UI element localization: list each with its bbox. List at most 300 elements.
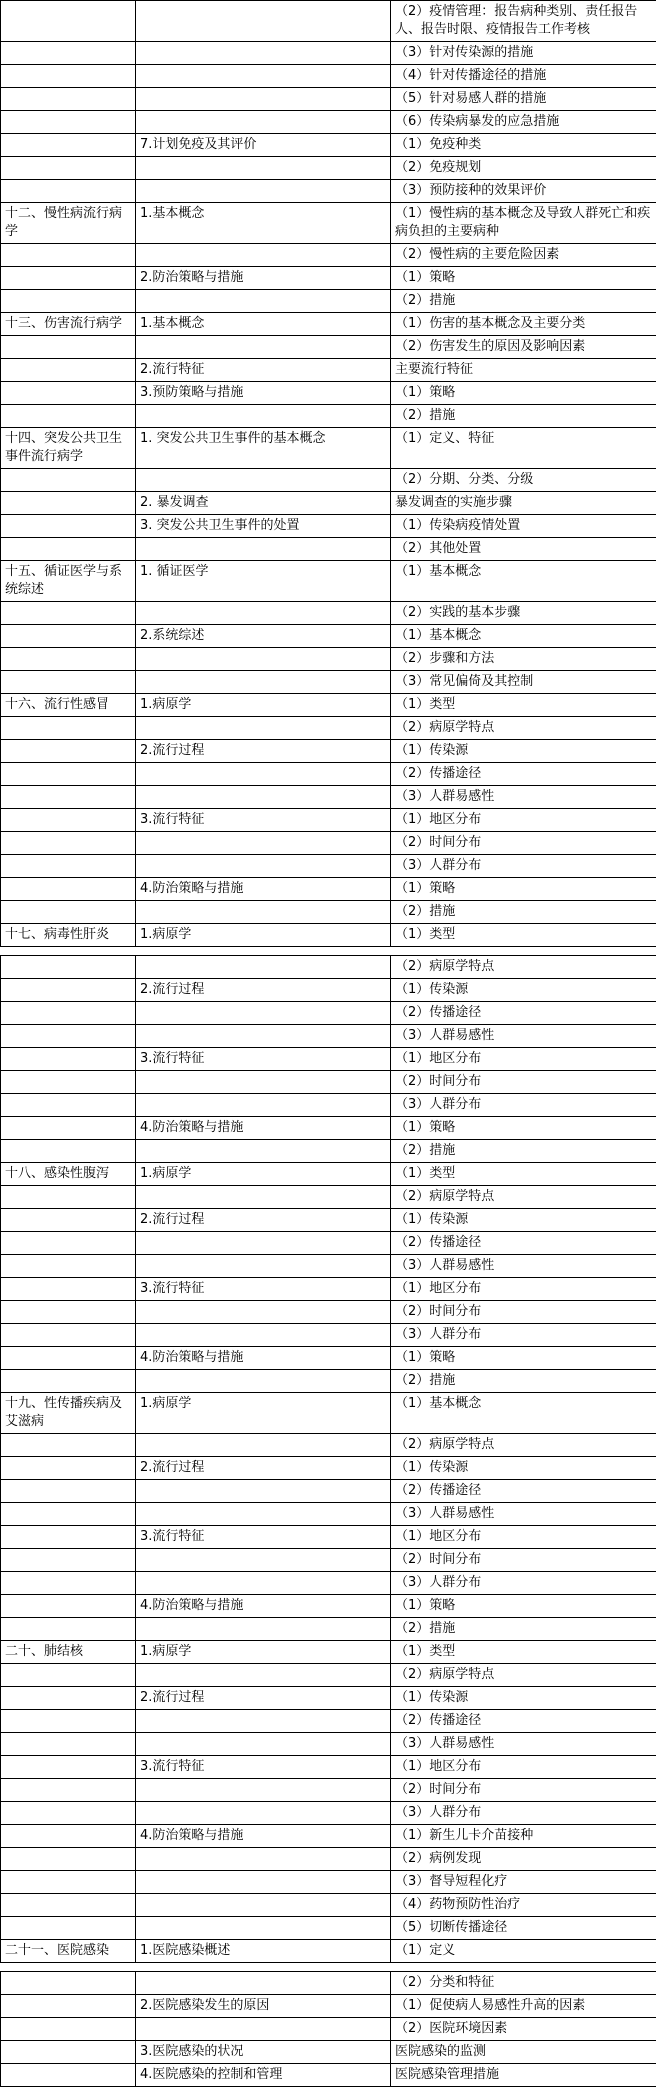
section-cell: [1, 1710, 136, 1733]
section-cell: [1, 1232, 136, 1255]
table-row: [1, 1094, 656, 1117]
section-cell: [1, 65, 136, 88]
item-cell: （1）地区分布: [391, 1756, 656, 1779]
section-cell: [1, 602, 136, 625]
item-cell: （2）措施: [391, 1370, 656, 1393]
item-cell: （2）病原学特点: [391, 1664, 656, 1687]
page-break-gap: [0, 1963, 656, 1971]
item-cell: （2）医院环境因素: [391, 2018, 656, 2041]
table-row: [1, 1710, 656, 1733]
topic-cell: [136, 786, 391, 809]
table-row: [1, 1894, 656, 1917]
item-cell: （1）策略: [391, 1347, 656, 1370]
section-cell: [1, 1549, 136, 1572]
table-row: [1, 1779, 656, 1802]
topic-cell: 3.流行特征: [136, 1526, 391, 1549]
item-cell: （1）类型: [391, 1163, 656, 1186]
topic-cell: [136, 1370, 391, 1393]
topic-cell: 2.流行过程: [136, 740, 391, 763]
topic-cell: [136, 1972, 391, 1995]
item-cell: （3）人群易感性: [391, 1733, 656, 1756]
table-row: [1, 1480, 656, 1503]
topic-cell: 1.病原学: [136, 694, 391, 717]
table-row: [1, 336, 656, 359]
topic-cell: [136, 538, 391, 561]
section-cell: [1, 1848, 136, 1871]
item-cell: （1）传染源: [391, 1457, 656, 1480]
item-cell: （2）步骤和方法: [391, 648, 656, 671]
section-cell: [1, 134, 136, 157]
section-cell: [1, 111, 136, 134]
item-cell: （2）措施: [391, 1618, 656, 1641]
item-cell: （1）新生儿卡介苗接种: [391, 1825, 656, 1848]
item-cell: （2）疫情管理：报告病种类别、责任报告人、报告时限、疫情报告工作考核: [391, 1, 656, 42]
section-cell: [1, 405, 136, 428]
section-cell: [1, 515, 136, 538]
item-cell: （1）策略: [391, 1117, 656, 1140]
topic-cell: 2.流行过程: [136, 979, 391, 1002]
item-cell: （2）慢性病的主要危险因素: [391, 244, 656, 267]
syllabus-table-part-1: [0, 0, 656, 947]
topic-cell: [136, 111, 391, 134]
topic-cell: 4.防治策略与措施: [136, 1825, 391, 1848]
topic-cell: [136, 405, 391, 428]
item-cell: （1）促使病人易感性升高的因素: [391, 1995, 656, 2018]
topic-cell: [136, 1025, 391, 1048]
item-cell: （1）策略: [391, 878, 656, 901]
item-cell: （2）病原学特点: [391, 956, 656, 979]
item-cell: （1）地区分布: [391, 809, 656, 832]
section-cell: [1, 878, 136, 901]
table-row: [1, 832, 656, 855]
section-cell: [1, 1140, 136, 1163]
topic-cell: [136, 2018, 391, 2041]
item-cell: （2）免疫规划: [391, 157, 656, 180]
topic-cell: [136, 336, 391, 359]
item-cell: （1）传染源: [391, 740, 656, 763]
table-row: [1, 1324, 656, 1347]
table-row: [1, 740, 656, 763]
table-row: [1, 1, 656, 42]
topic-cell: [136, 1618, 391, 1641]
table-row: [1, 1025, 656, 1048]
item-cell: （5）针对易感人群的措施: [391, 88, 656, 111]
topic-cell: [136, 956, 391, 979]
item-cell: （2）传播途径: [391, 1002, 656, 1025]
topic-cell: [136, 65, 391, 88]
item-cell: （1）地区分布: [391, 1278, 656, 1301]
item-cell: （3）人群分布: [391, 1094, 656, 1117]
item-cell: （3）督导短程化疗: [391, 1871, 656, 1894]
section-cell: [1, 1917, 136, 1940]
table-row: [1, 1940, 656, 1963]
table-row: [1, 1457, 656, 1480]
section-cell: [1, 382, 136, 405]
topic-cell: 4.防治策略与措施: [136, 878, 391, 901]
table-row: [1, 1434, 656, 1457]
table-row: [1, 979, 656, 1002]
section-cell: [1, 1526, 136, 1549]
table-row: [1, 2018, 656, 2041]
item-cell: （2）分类和特征: [391, 1972, 656, 1995]
table-row: [1, 1278, 656, 1301]
table-row: [1, 1917, 656, 1940]
table-row: [1, 1687, 656, 1710]
table-row: [1, 134, 656, 157]
section-cell: [1, 740, 136, 763]
item-cell: （4）药物预防性治疗: [391, 1894, 656, 1917]
section-cell: [1, 492, 136, 515]
section-cell: [1, 1595, 136, 1618]
item-cell: （2）时间分布: [391, 1301, 656, 1324]
topic-cell: [136, 1549, 391, 1572]
table-row: [1, 382, 656, 405]
syllabus-table-part-3: [0, 1971, 656, 2087]
topic-cell: 1.病原学: [136, 1163, 391, 1186]
item-cell: （2）分期、分类、分级: [391, 469, 656, 492]
section-cell: 十三、伤害流行病学: [1, 313, 136, 336]
topic-cell: 1. 循证医学: [136, 561, 391, 602]
topic-cell: [136, 648, 391, 671]
section-cell: [1, 1825, 136, 1848]
table-row: [1, 901, 656, 924]
item-cell: （2）传播途径: [391, 1710, 656, 1733]
section-cell: [1, 625, 136, 648]
section-cell: [1, 1733, 136, 1756]
item-cell: （2）措施: [391, 290, 656, 313]
item-cell: 医院感染的监测: [391, 2041, 656, 2064]
item-cell: （3）人群分布: [391, 1324, 656, 1347]
section-cell: [1, 1301, 136, 1324]
table-row: [1, 855, 656, 878]
topic-cell: [136, 244, 391, 267]
item-cell: （2）传播途径: [391, 763, 656, 786]
item-cell: （1）策略: [391, 267, 656, 290]
item-cell: （3）常见偏倚及其控制: [391, 671, 656, 694]
topic-cell: 7.计划免疫及其评价: [136, 134, 391, 157]
section-cell: [1, 1503, 136, 1526]
syllabus-table-part-2: [0, 955, 656, 1963]
section-cell: [1, 1324, 136, 1347]
topic-cell: [136, 1710, 391, 1733]
topic-cell: [136, 1, 391, 42]
section-cell: [1, 290, 136, 313]
table-row: [1, 1503, 656, 1526]
item-cell: （1）传染源: [391, 979, 656, 1002]
table-row: [1, 492, 656, 515]
item-cell: （1）地区分布: [391, 1048, 656, 1071]
topic-cell: [136, 1802, 391, 1825]
item-cell: （1）类型: [391, 1641, 656, 1664]
topic-cell: [136, 1480, 391, 1503]
section-cell: [1, 42, 136, 65]
table-row: [1, 1871, 656, 1894]
section-cell: 十四、突发公共卫生事件流行病学: [1, 428, 136, 469]
table-row: [1, 1572, 656, 1595]
item-cell: （1）定义: [391, 1940, 656, 1963]
section-cell: [1, 1, 136, 42]
table-row: [1, 1370, 656, 1393]
section-cell: [1, 157, 136, 180]
section-cell: [1, 956, 136, 979]
table-row: [1, 1825, 656, 1848]
table-row: [1, 1232, 656, 1255]
topic-cell: 3.流行特征: [136, 1756, 391, 1779]
section-cell: [1, 1347, 136, 1370]
topic-cell: 3. 突发公共卫生事件的处置: [136, 515, 391, 538]
topic-cell: 2.系统综述: [136, 625, 391, 648]
table-body: [1, 1, 656, 947]
section-cell: [1, 1370, 136, 1393]
topic-cell: [136, 1871, 391, 1894]
table-row: [1, 65, 656, 88]
topic-cell: 3.流行特征: [136, 809, 391, 832]
table-row: [1, 1301, 656, 1324]
topic-cell: 3.预防策略与措施: [136, 382, 391, 405]
table-row: [1, 515, 656, 538]
item-cell: （1）免疫种类: [391, 134, 656, 157]
section-cell: 十六、流行性感冒: [1, 694, 136, 717]
topic-cell: [136, 1664, 391, 1687]
item-cell: （2）实践的基本步骤: [391, 602, 656, 625]
topic-cell: 1. 突发公共卫生事件的基本概念: [136, 428, 391, 469]
table-row: [1, 1117, 656, 1140]
item-cell: （3）针对传染源的措施: [391, 42, 656, 65]
item-cell: （2）时间分布: [391, 1779, 656, 1802]
topic-cell: [136, 1094, 391, 1117]
table-row: [1, 2064, 656, 2087]
section-cell: 十二、慢性病流行病学: [1, 203, 136, 244]
item-cell: （1）基本概念: [391, 625, 656, 648]
topic-cell: [136, 88, 391, 111]
section-cell: [1, 1572, 136, 1595]
section-cell: 二十一、医院感染: [1, 1940, 136, 1963]
topic-cell: 4.防治策略与措施: [136, 1595, 391, 1618]
topic-cell: [136, 180, 391, 203]
topic-cell: [136, 832, 391, 855]
section-cell: [1, 786, 136, 809]
section-cell: [1, 1457, 136, 1480]
topic-cell: 1.病原学: [136, 924, 391, 947]
section-cell: [1, 1094, 136, 1117]
table-row: [1, 1163, 656, 1186]
topic-cell: 2. 暴发调查: [136, 492, 391, 515]
topic-cell: [136, 602, 391, 625]
table-row: [1, 1595, 656, 1618]
item-cell: （1）基本概念: [391, 1393, 656, 1434]
table-row: [1, 88, 656, 111]
topic-cell: [136, 1071, 391, 1094]
table-row: [1, 763, 656, 786]
item-cell: （3）人群分布: [391, 1572, 656, 1595]
section-cell: [1, 1618, 136, 1641]
table-row: [1, 924, 656, 947]
topic-cell: 2.防治策略与措施: [136, 267, 391, 290]
table-row: [1, 1848, 656, 1871]
table-row: [1, 786, 656, 809]
item-cell: （3）预防接种的效果评价: [391, 180, 656, 203]
topic-cell: [136, 290, 391, 313]
item-cell: （2）病原学特点: [391, 717, 656, 740]
topic-cell: [136, 1324, 391, 1347]
item-cell: （2）时间分布: [391, 832, 656, 855]
item-cell: （2）病原学特点: [391, 1186, 656, 1209]
section-cell: [1, 180, 136, 203]
topic-cell: 3.流行特征: [136, 1278, 391, 1301]
section-cell: [1, 1209, 136, 1232]
topic-cell: 1.病原学: [136, 1393, 391, 1434]
table-row: [1, 1186, 656, 1209]
section-cell: [1, 809, 136, 832]
topic-cell: [136, 855, 391, 878]
topic-cell: 1.基本概念: [136, 313, 391, 336]
topic-cell: [136, 1186, 391, 1209]
section-cell: [1, 1434, 136, 1457]
item-cell: （2）传播途径: [391, 1232, 656, 1255]
topic-cell: [136, 763, 391, 786]
topic-cell: [136, 157, 391, 180]
topic-cell: [136, 1894, 391, 1917]
section-cell: 十九、性传播疾病及艾滋病: [1, 1393, 136, 1434]
table-row: [1, 359, 656, 382]
table-row: [1, 625, 656, 648]
item-cell: （1）传染源: [391, 1687, 656, 1710]
item-cell: （3）人群分布: [391, 1802, 656, 1825]
topic-cell: 3.医院感染的状况: [136, 2041, 391, 2064]
page-break-gap: [0, 947, 656, 955]
topic-cell: [136, 901, 391, 924]
section-cell: [1, 2064, 136, 2087]
table-row: [1, 809, 656, 832]
table-body: [1, 956, 656, 1963]
section-cell: [1, 1756, 136, 1779]
table-row: [1, 956, 656, 979]
section-cell: [1, 979, 136, 1002]
section-cell: [1, 1664, 136, 1687]
section-cell: [1, 1995, 136, 2018]
section-cell: [1, 763, 136, 786]
section-cell: [1, 901, 136, 924]
item-cell: （3）人群易感性: [391, 1503, 656, 1526]
section-cell: [1, 1025, 136, 1048]
section-cell: [1, 1186, 136, 1209]
topic-cell: 1.医院感染概述: [136, 1940, 391, 1963]
topic-cell: [136, 1301, 391, 1324]
table-row: [1, 1802, 656, 1825]
item-cell: （1）地区分布: [391, 1526, 656, 1549]
table-row: [1, 1549, 656, 1572]
topic-cell: 2.流行过程: [136, 1457, 391, 1480]
table-row: [1, 180, 656, 203]
section-cell: [1, 1002, 136, 1025]
topic-cell: 4.防治策略与措施: [136, 1347, 391, 1370]
item-cell: （1）伤害的基本概念及主要分类: [391, 313, 656, 336]
item-cell: （1）策略: [391, 382, 656, 405]
item-cell: （2）措施: [391, 1140, 656, 1163]
table-row: [1, 1347, 656, 1370]
section-cell: [1, 855, 136, 878]
topic-cell: 4.医院感染的控制和管理: [136, 2064, 391, 2087]
table-row: [1, 538, 656, 561]
section-cell: [1, 1048, 136, 1071]
section-cell: [1, 832, 136, 855]
table-row: [1, 671, 656, 694]
topic-cell: [136, 671, 391, 694]
section-cell: [1, 88, 136, 111]
item-cell: （2）其他处置: [391, 538, 656, 561]
table-row: [1, 878, 656, 901]
topic-cell: [136, 1434, 391, 1457]
item-cell: （2）措施: [391, 405, 656, 428]
item-cell: （1）慢性病的基本概念及导致人群死亡和疾病负担的主要病种: [391, 203, 656, 244]
item-cell: （1）类型: [391, 694, 656, 717]
table-row: [1, 405, 656, 428]
topic-cell: 4.防治策略与措施: [136, 1117, 391, 1140]
topic-cell: [136, 1503, 391, 1526]
section-cell: [1, 1802, 136, 1825]
table-row: [1, 1255, 656, 1278]
table-row: [1, 1995, 656, 2018]
topic-cell: [136, 42, 391, 65]
item-cell: （5）切断传播途径: [391, 1917, 656, 1940]
topic-cell: 1.基本概念: [136, 203, 391, 244]
topic-cell: 2.流行特征: [136, 359, 391, 382]
topic-cell: 1.病原学: [136, 1641, 391, 1664]
table-row: [1, 717, 656, 740]
table-row: [1, 428, 656, 469]
topic-cell: [136, 1572, 391, 1595]
item-cell: （6）传染病暴发的应急措施: [391, 111, 656, 134]
section-cell: [1, 1972, 136, 1995]
item-cell: （2）时间分布: [391, 1549, 656, 1572]
item-cell: （1）传染病疫情处置: [391, 515, 656, 538]
topic-cell: [136, 469, 391, 492]
table-row: [1, 111, 656, 134]
section-cell: [1, 469, 136, 492]
item-cell: （2）传播途径: [391, 1480, 656, 1503]
section-cell: 十七、病毒性肝炎: [1, 924, 136, 947]
section-cell: [1, 2041, 136, 2064]
section-cell: [1, 359, 136, 382]
item-cell: （3）人群分布: [391, 855, 656, 878]
table-row: [1, 1733, 656, 1756]
item-cell: （3）人群易感性: [391, 1255, 656, 1278]
table-row: [1, 1526, 656, 1549]
item-cell: 主要流行特征: [391, 359, 656, 382]
item-cell: （2）病例发现: [391, 1848, 656, 1871]
table-row: [1, 1140, 656, 1163]
table-row: [1, 42, 656, 65]
topic-cell: [136, 717, 391, 740]
topic-cell: [136, 1917, 391, 1940]
item-cell: （2）病原学特点: [391, 1434, 656, 1457]
section-cell: [1, 1278, 136, 1301]
item-cell: （2）措施: [391, 901, 656, 924]
topic-cell: [136, 1779, 391, 1802]
section-cell: [1, 2018, 136, 2041]
item-cell: （1）类型: [391, 924, 656, 947]
section-cell: [1, 267, 136, 290]
table-row: [1, 290, 656, 313]
item-cell: （4）针对传播途径的措施: [391, 65, 656, 88]
table-row: [1, 1393, 656, 1434]
section-cell: [1, 1117, 136, 1140]
item-cell: （3）人群易感性: [391, 786, 656, 809]
topic-cell: [136, 1002, 391, 1025]
item-cell: 医院感染管理措施: [391, 2064, 656, 2087]
section-cell: [1, 1071, 136, 1094]
table-row: [1, 244, 656, 267]
